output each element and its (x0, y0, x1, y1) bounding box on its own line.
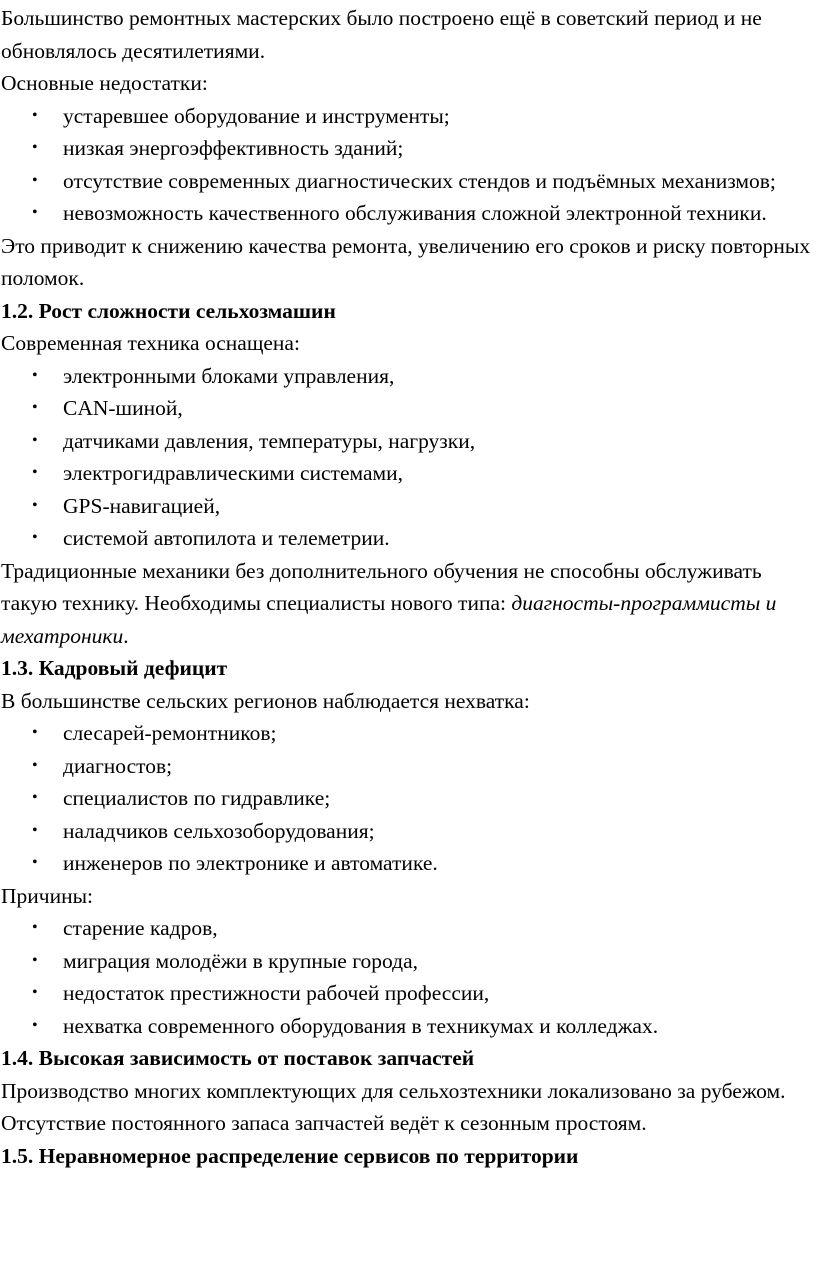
intro-list (1, 100, 816, 230)
bullet-icon: • (32, 106, 38, 124)
section-heading-1-5: 1.5. Неравномерное распределение сервисов по территории (1, 1143, 579, 1168)
list-item: • датчиками давления, температуры, нагрузки, (63, 425, 816, 458)
list-item: • CAN-шиной, (63, 392, 816, 425)
list-item: • электрогидравлическими системами, (63, 457, 816, 490)
bullet-icon: • (32, 854, 38, 871)
bullet-icon: • (32, 951, 38, 969)
bullet-icon: • (32, 464, 38, 481)
bullet-icon: • (32, 984, 38, 1001)
list-item: • невозможность качественного обслуживания сложной электронной техники. (63, 197, 816, 230)
bullet-icon: • (32, 431, 38, 449)
intro-conclusion: Это приводит к снижению качества ремонта, увеличению его сроков и риску повторных поломок. (1, 233, 811, 290)
section-1-3-lead: В большинстве сельских регионов наблюдается нехватка: (1, 688, 530, 713)
list-item: • нехватка современного оборудования в техникумах и колледжах. (63, 1010, 816, 1043)
section-1-4-paragraph-1: Производство многих комплектующих для сельхозтехники локализовано за рубежом. (1, 1078, 786, 1103)
bullet-icon: • (32, 919, 38, 936)
section-heading-1-4: 1.4. Высокая зависимость от поставок запчастей (1, 1046, 475, 1070)
list-item: • слесарей-ремонтников; (63, 717, 816, 750)
list-item: • отсутствие современных диагностических стендов и подъёмных механизмов; (63, 165, 816, 198)
bullet-icon: • (32, 399, 38, 416)
intro-lead: Основные недостатки: (1, 71, 208, 95)
bullet-icon: • (32, 139, 38, 156)
bullet-icon: • (32, 204, 38, 221)
section-1-2-list (1, 360, 816, 555)
list-item: • старение кадров, (63, 912, 816, 945)
section-1-2-lead: Современная техника оснащена: (1, 331, 300, 355)
bullet-icon: • (32, 821, 38, 839)
bullet-icon: • (32, 1016, 38, 1034)
list-item: • наладчиков сельхозоборудования; (63, 815, 816, 848)
section-heading-1-3: 1.3. Кадровый дефицит (1, 656, 228, 680)
section-1-3-list (1, 717, 816, 880)
list-item: • электронными блоками управления, (63, 360, 816, 393)
list-item: • инженеров по электронике и автоматике. (63, 847, 816, 880)
bullet-icon: • (32, 789, 38, 806)
intro-paragraph: Большинство ремонтных мастерских было построено ещё в советский период и не обновлялось десятилетиями. (1, 6, 762, 63)
list-item: • специалистов по гидравлике; (63, 782, 816, 815)
bullet-icon: • (32, 366, 38, 384)
list-item: • системой автопилота и телеметрии. (63, 522, 816, 555)
reasons-list (1, 912, 816, 1042)
list-item: • миграция молодёжи в крупные города, (63, 945, 816, 978)
bullet-icon: • (32, 496, 38, 514)
list-item: • диагностов; (63, 750, 816, 783)
list-item: • недостаток престижности рабочей профессии, (63, 977, 816, 1010)
bullet-icon: • (32, 171, 38, 189)
section-1-2-conclusion: Традиционные механики без дополнительного обучения не способны обслуживать такую технику. Необходимы специалисты нового типа: диагносты-программисты и мехатроники. (1, 558, 777, 648)
list-item: • устаревшее оборудование и инструменты; (63, 100, 816, 133)
emphasis-text: диагносты-программисты и мехатроники (1, 591, 777, 648)
bullet-icon: • (32, 756, 38, 774)
section-1-4-paragraph-2: Отсутствие постоянного запаса запчастей ведёт к сезонным простоям. (1, 1111, 647, 1135)
section-heading-1-2: 1.2. Рост сложности сельхозмашин (1, 298, 336, 323)
list-item: • низкая энергоэффективность зданий; (63, 132, 816, 165)
bullet-icon: • (32, 529, 38, 546)
reasons-lead: Причины: (1, 883, 94, 908)
bullet-icon: • (32, 724, 38, 741)
list-item: • GPS-навигацией, (63, 490, 816, 523)
